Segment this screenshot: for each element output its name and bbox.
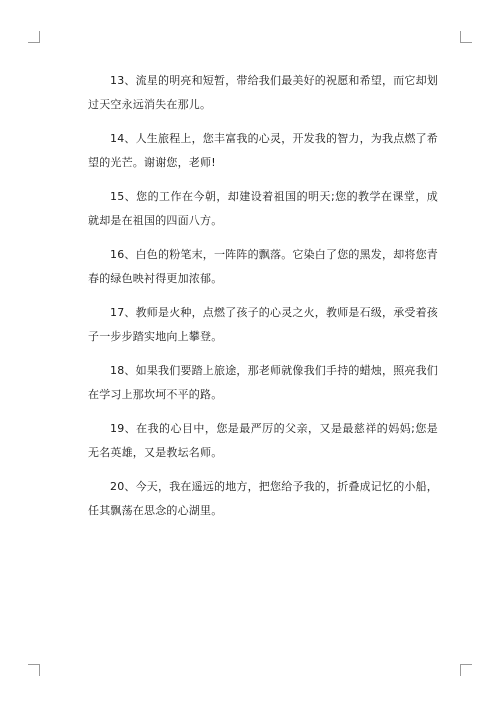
crop-mark-bottom-right (460, 664, 472, 676)
document-body (88, 69, 438, 533)
paragraph-13: 13、流星的明亮和短暂，带给我们最美好的祝愿和希望，而它却划过天空永远消失在那儿。 (88, 74, 438, 111)
paragraph-18: 18、如果我们要踏上旅途，那老师就像我们手持的蜡烛，照亮我们在学习上那坎坷不平的路。 (88, 364, 438, 401)
crop-mark-top-left (28, 31, 40, 43)
crop-mark-bottom-left (28, 664, 40, 676)
crop-mark-top-right (460, 31, 472, 43)
paragraph-14: 14、人生旅程上，您丰富我的心灵，开发我的智力，为我点燃了希望的光芒。谢谢您，老师! (88, 132, 438, 169)
paragraph-16: 16、白色的粉笔末，一阵阵的飘落。它染白了您的黑发，却将您青春的绿色映衬得更加浓郁。 (88, 248, 438, 285)
paragraph-19: 19、在我的心目中，您是最严厉的父亲，又是最慈祥的妈妈;您是无名英雄，又是教坛名师。 (88, 422, 438, 459)
paragraph-15: 15、您的工作在今朝，却建设着祖国的明天;您的教学在课堂，成就却是在祖国的四面八方。 (88, 190, 438, 227)
paragraph-20: 20、今天，我在遥远的地方，把您给予我的，折叠成记忆的小船，任其飘荡在思念的心湖里。 (88, 480, 438, 517)
paragraph-17: 17、教师是火种，点燃了孩子的心灵之火，教师是石级，承受着孩子一步步踏实地向上攀登。 (88, 306, 438, 343)
